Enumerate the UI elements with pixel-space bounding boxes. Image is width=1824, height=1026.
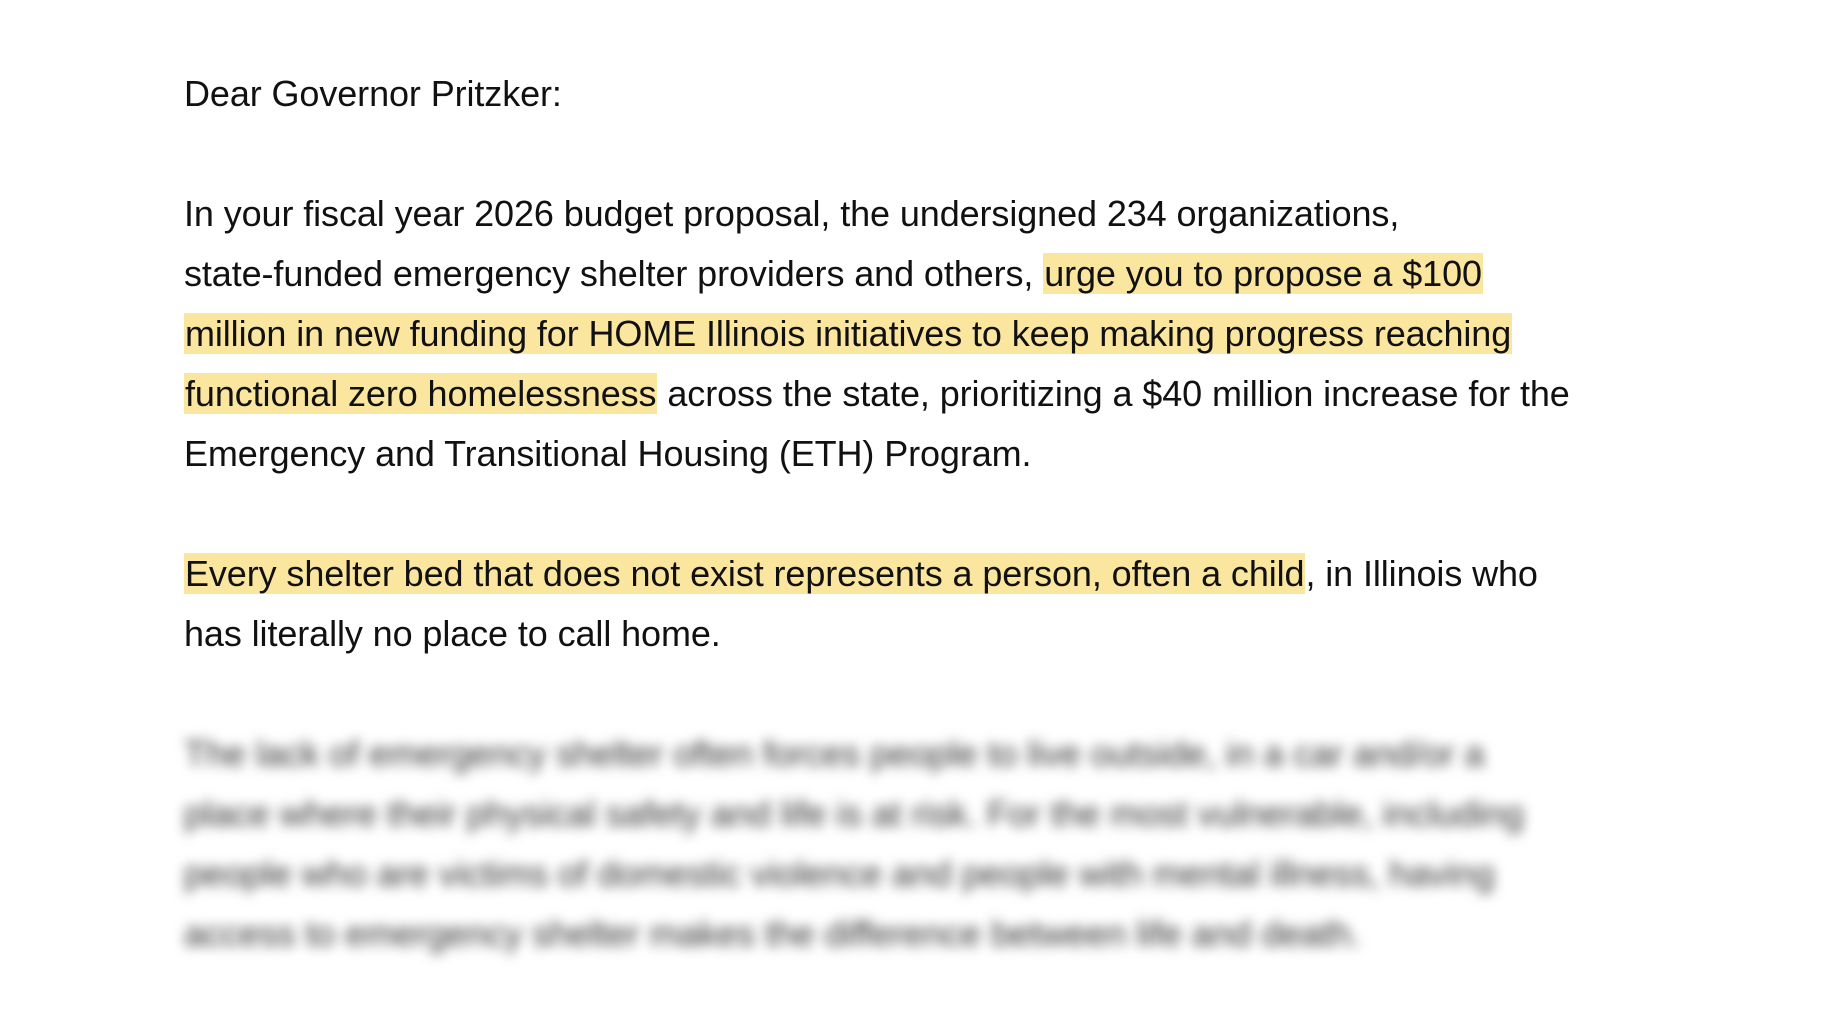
- highlight-span: urge you to propose a $100: [1044, 253, 1482, 294]
- paragraph1-line5: Emergency and Transitional Housing (ETH) Program.: [184, 433, 1032, 474]
- paragraph2-line1: [184, 544, 1538, 604]
- blurred-line2: place where their physical safety and life is at risk. For the most vulnerable, including: [184, 793, 1524, 834]
- highlight-span: million in new funding for HOME Illinois initiatives to keep making progress reaching: [185, 313, 1512, 354]
- paragraph2-line2: has literally no place to call home.: [184, 613, 721, 654]
- highlight-span: Every shelter bed that does not exist represents a person, often a child: [185, 553, 1305, 594]
- paragraph1-line2: [184, 244, 1483, 304]
- paragraph1-line4: [184, 364, 1570, 424]
- paragraph1-line3: [184, 304, 1512, 364]
- highlight-span: functional zero homelessness: [185, 373, 657, 414]
- paragraph2-line1-text: , in Illinois who: [1305, 553, 1538, 594]
- blurred-line1: The lack of emergency shelter often forces people to live outside, in a car and/or a: [184, 733, 1485, 774]
- blurred-line4: access to emergency shelter makes the difference between life and death.: [184, 913, 1361, 954]
- paragraph1-line1: In your fiscal year 2026 budget proposal, the undersigned 234 organizations,: [184, 193, 1400, 234]
- paragraph1-line2-text: state-funded emergency shelter providers and others,: [184, 253, 1044, 294]
- salutation: Dear Governor Pritzker:: [184, 73, 562, 114]
- blurred-line3: people who are victims of domestic violence and people with mental illness, having: [184, 853, 1495, 894]
- paragraph1-line4-text: across the state, prioritizing a $40 million increase for the: [657, 373, 1570, 414]
